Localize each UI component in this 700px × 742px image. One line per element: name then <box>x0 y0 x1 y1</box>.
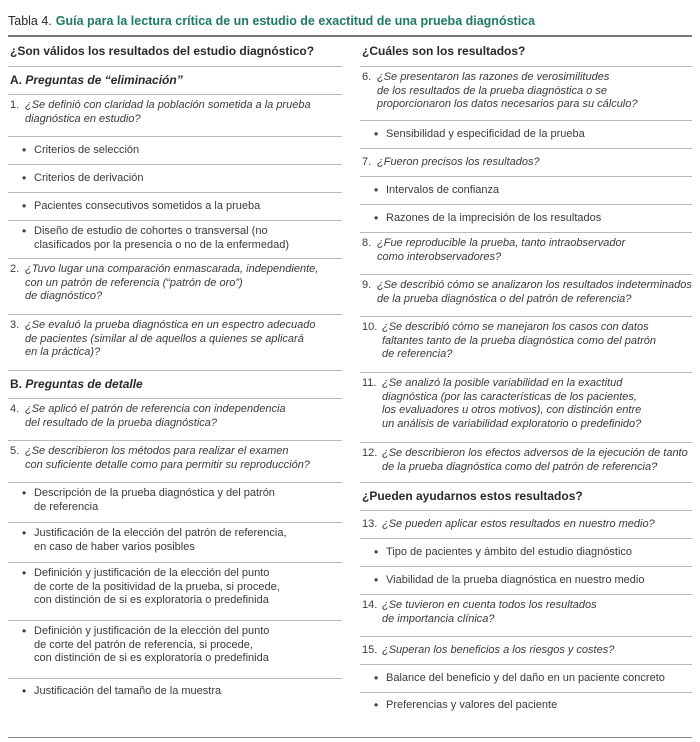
right-column <box>360 37 692 719</box>
question-11: 11. ¿Se analizó la posible variabilidad en la exactitud diagnóstica (por las características de los pacientes, los evaluadores u otros motivos), con distinción entre un análisis de variabilidad exploratorio o predefinido? <box>360 373 692 443</box>
q1-bullet: • Criterios de derivación <box>8 165 342 193</box>
right-column-header-2: ¿Pueden ayudarnos estos resultados? <box>360 483 692 511</box>
q13-bullet: • Viabilidad de la prueba diagnóstica en nuestro medio <box>360 567 692 595</box>
question-9: 9. ¿Se describió cómo se analizaron los resultados indeterminados de la prueba diagnóstica o del patrón de referencia? <box>360 275 692 317</box>
left-column <box>8 37 342 705</box>
table-number: Tabla 4. <box>8 14 52 28</box>
q5-bullet: • Definición y justificación de la elección del punto de corte de la positividad de la prueba, si procede, con distinción de si es exploratoria o predefinida <box>8 563 342 621</box>
q15-bullet: • Preferencias y valores del paciente <box>374 698 558 713</box>
q1-bullet: • Diseño de estudio de cohortes o transversal (no clasificados por la presencia o no de la enfermedad) <box>8 221 342 259</box>
q7-bullet: • Intervalos de confianza <box>360 177 692 205</box>
question-8: 8. ¿Fue reproducible la prueba, tanto intraobservador como interobservadores? <box>360 233 692 275</box>
q1-bullet: • Pacientes consecutivos sometidos a la prueba <box>8 193 342 221</box>
section-a-heading: A. Preguntas de “eliminación” <box>8 67 342 95</box>
bottom-rule <box>8 737 692 738</box>
q5-bullet: • Justificación del tamaño de la muestra <box>22 684 222 699</box>
section-b-heading: B. Preguntas de detalle <box>8 371 342 399</box>
q5-bullet: • Definición y justificación de la elección del punto de corte del patrón de referencia, si procede, con distinción de si es exploratoria o predefinida <box>8 621 342 679</box>
right-column-header: ¿Cuáles son los resultados? <box>360 37 692 67</box>
q15-bullet: • Balance del beneficio y del daño en un paciente concreto <box>360 665 692 693</box>
table-caption: Guía para la lectura crítica de un estudio de exactitud de una prueba diagnóstica <box>55 14 536 28</box>
left-column-header: ¿Son válidos los resultados del estudio diagnóstico? <box>8 37 342 67</box>
question-7: 7. ¿Fueron precisos los resultados? <box>360 149 692 177</box>
question-15: 15. ¿Superan los beneficios a los riesgos y costes? <box>360 637 692 665</box>
q5-bullet: • Descripción de la prueba diagnóstica y del patrón de referencia <box>8 483 342 523</box>
table-title <box>8 12 692 30</box>
question-12: 12. ¿Se describieron los efectos adversos de la ejecución de tanto de la prueba diagnóstica como del patrón de referencia? <box>360 443 692 483</box>
question-2: 2. ¿Tuvo lugar una comparación enmascarada, independiente, con un patrón de referencia (“patrón de oro”) de diagnóstico? <box>8 259 342 315</box>
question-14: 14. ¿Se tuvieron en cuenta todos los resultados de importancia clínica? <box>360 595 692 637</box>
q1-bullet: • Criterios de selección <box>8 137 342 165</box>
q13-bullet: • Tipo de pacientes y ámbito del estudio diagnóstico <box>360 539 692 567</box>
question-4: 4. ¿Se aplicó el patrón de referencia con independencia del resultado de la prueba diagnóstica? <box>8 399 342 441</box>
question-1: 1. ¿Se definió con claridad la población sometida a la prueba diagnóstica en estudio? <box>8 95 342 137</box>
question-3: 3. ¿Se evaluó la prueba diagnóstica en un espectro adecuado de pacientes (similar al de aquellos a quienes se aplicará en la práctica)? <box>8 315 342 371</box>
question-5: 5. ¿Se describieron los métodos para realizar el examen con suficiente detalle como para permitir su reproducción? <box>8 441 342 483</box>
question-13: 13. ¿Se pueden aplicar estos resultados en nuestro medio? <box>360 511 692 539</box>
q6-bullet: • Sensibilidad y especificidad de la prueba <box>360 121 692 149</box>
q7-bullet: • Razones de la imprecisión de los resultados <box>360 205 692 233</box>
question-6: 6. ¿Se presentaron las razones de verosimilitudes de los resultados de la prueba diagnóstica o se proporcionaron los datos necesarios para su cálculo? <box>360 67 692 121</box>
q5-bullet: • Justificación de la elección del patrón de referencia, en caso de haber varios posibles <box>8 523 342 563</box>
question-10: 10. ¿Se describió cómo se manejaron los casos con datos faltantes tanto de la prueba diagnóstica como del patrón de referencia? <box>360 317 692 373</box>
